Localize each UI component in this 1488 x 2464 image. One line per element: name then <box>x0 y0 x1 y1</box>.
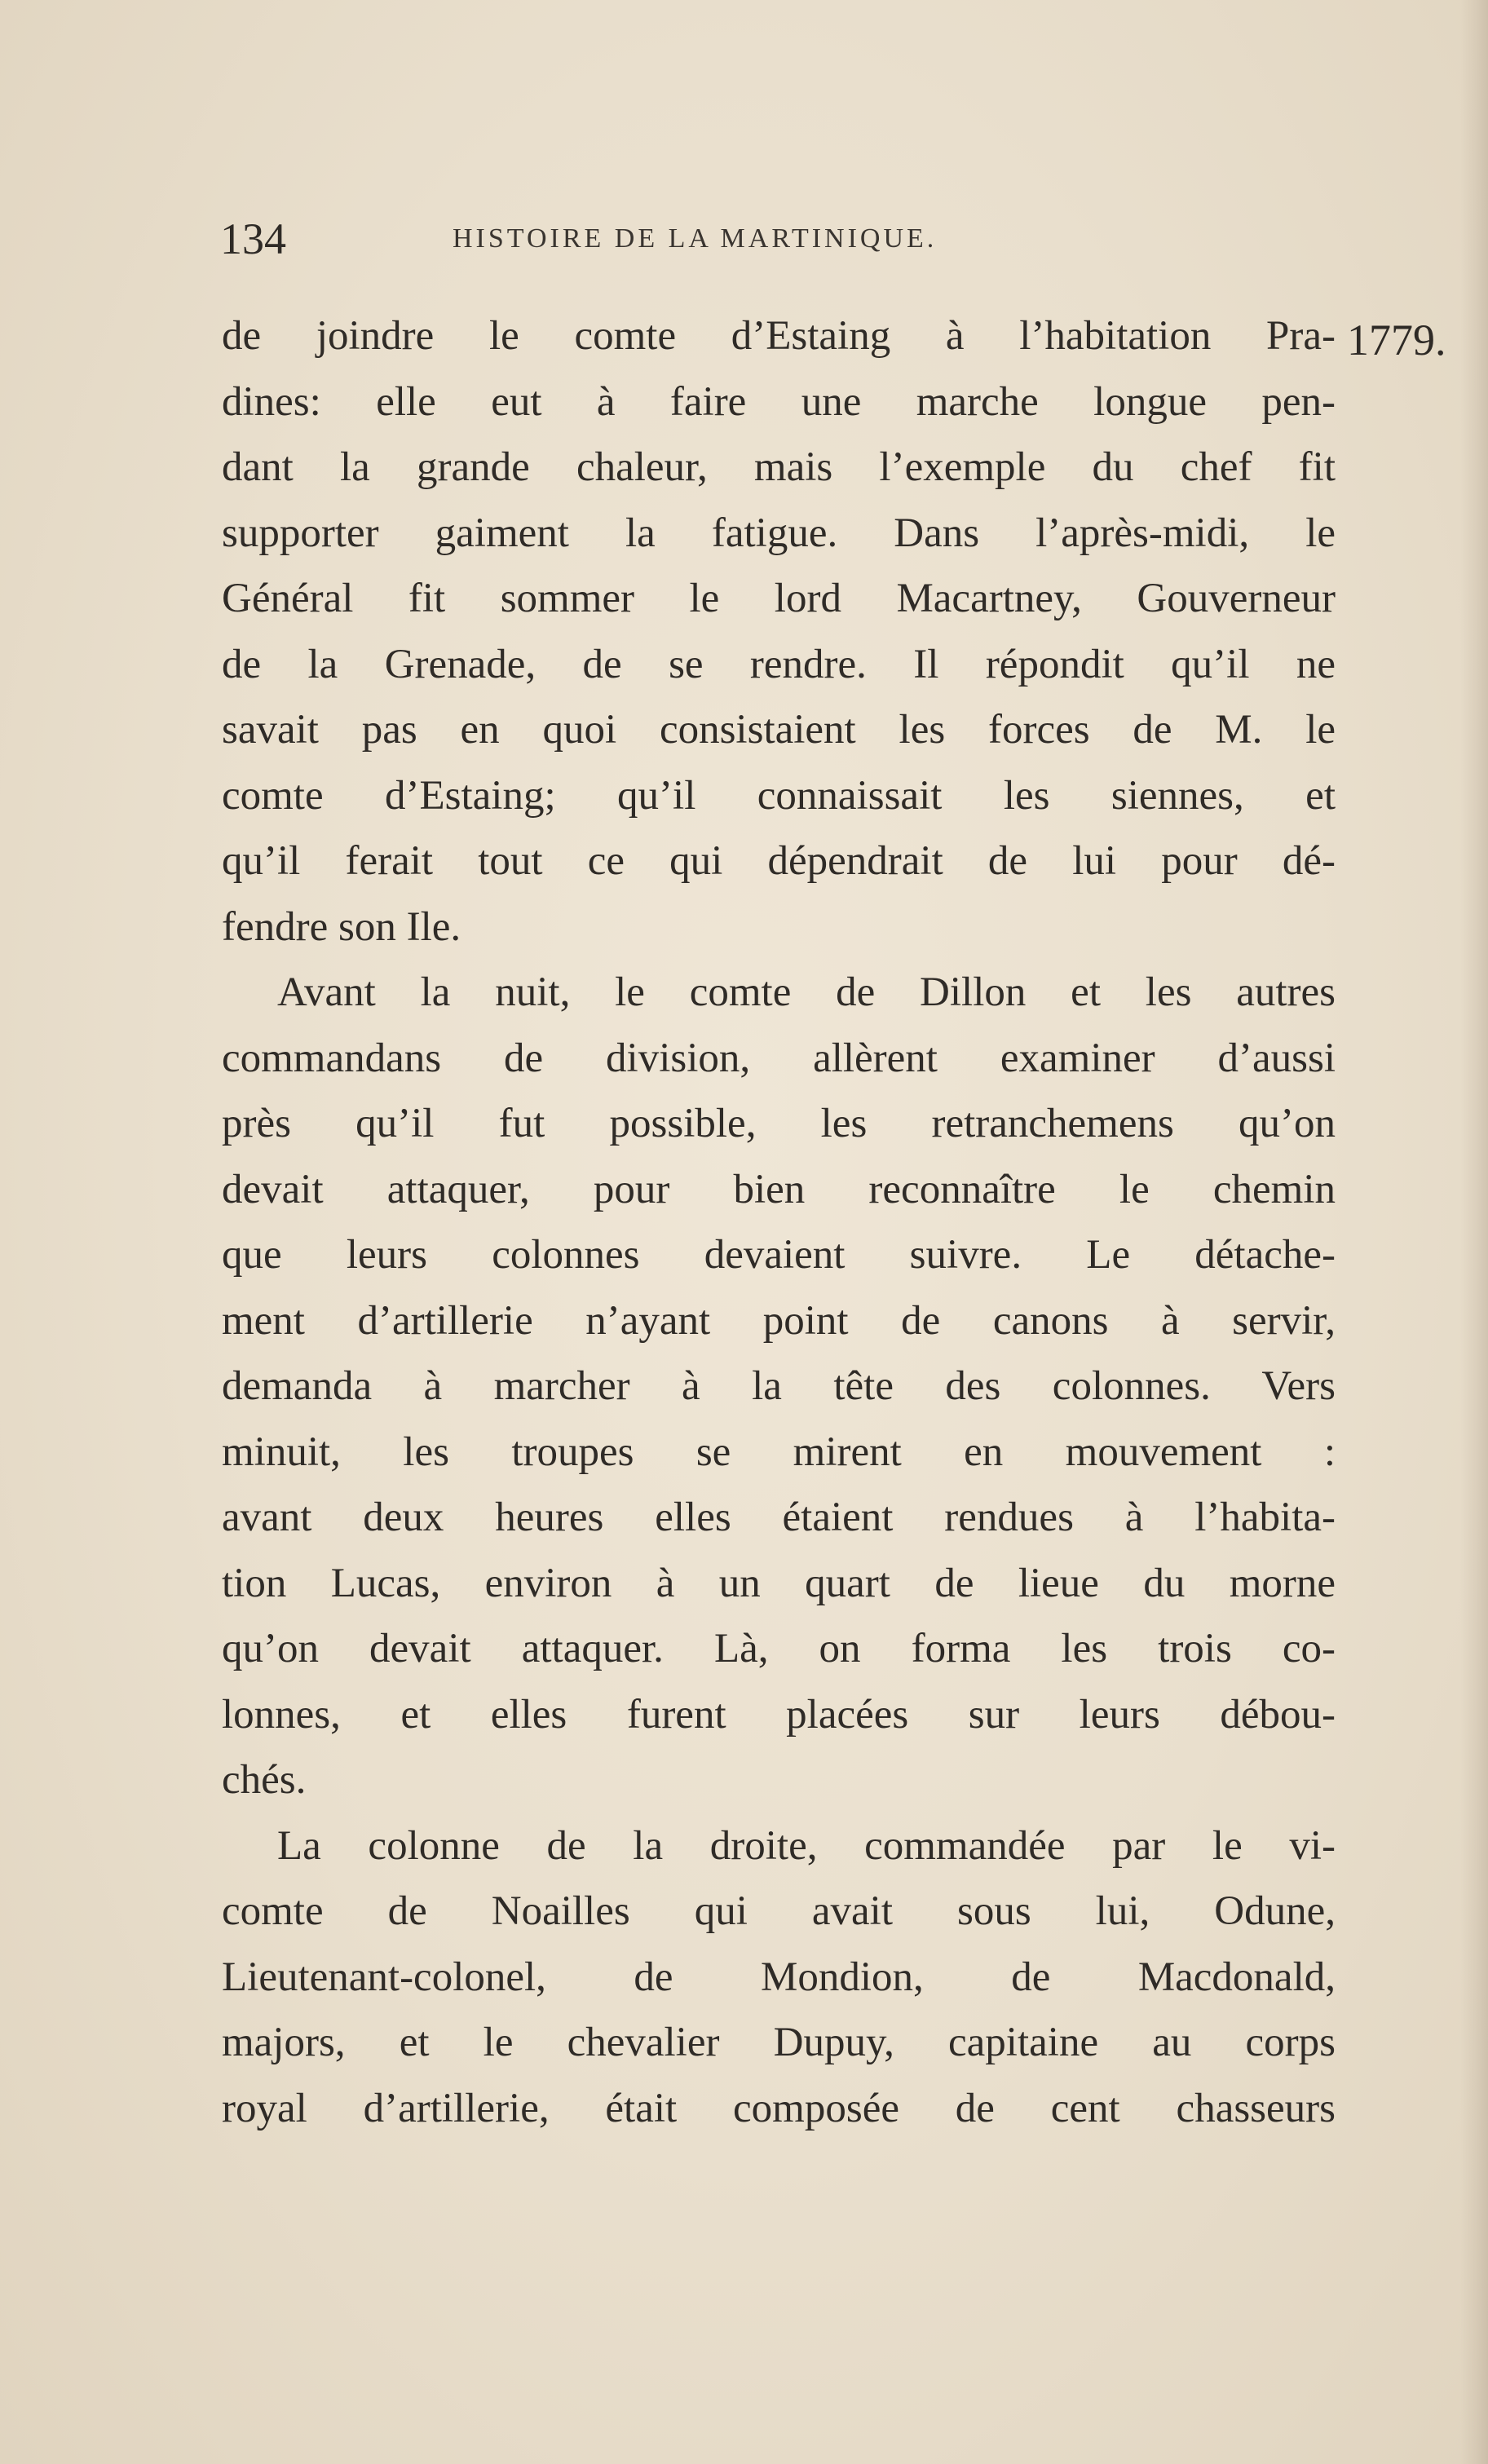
paragraph-start-line: Avant la nuit, le comte de Dillon et les autres <box>277 969 1336 1015</box>
page-edge-shadow <box>1460 0 1488 2464</box>
text-line: comte d’Estaing; qu’il connaissait les siennes, et <box>222 772 1336 819</box>
text-line: avant deux heures elles étaient rendues à l’habita- <box>222 1495 1336 1540</box>
page-number: 134 <box>220 214 286 263</box>
text-line: qu’on devait attaquer. Là, on forma les trois co- <box>222 1626 1336 1671</box>
text-line: Général fit sommer le lord Macartney, Gouverneur <box>222 576 1336 621</box>
paragraph-start-line: La colonne de la droite, commandée par le vi- <box>277 1822 1336 1869</box>
text-line: commandans de division, allèrent examiner d’aussi <box>222 1035 1336 1081</box>
text-line: près qu’il fut possible, les retranchemens qu’on <box>222 1101 1336 1146</box>
text-line: tion Lucas, environ à un quart de lieue du morne <box>222 1560 1336 1606</box>
text-line: dines: elle eut à faire une marche longue pen- <box>222 378 1336 425</box>
paragraph-end-line: chés. <box>222 1757 307 1803</box>
paragraph-end-line: fendre son Ile. <box>222 903 461 950</box>
text-line: comte de Noailles qui avait sous lui, Odune, <box>222 1888 1336 1934</box>
text-line: supporter gaiment la fatigue. Dans l’après-midi, le <box>222 510 1336 556</box>
text-line: Lieutenant-colonel, de Mondion, de Macdonald, <box>222 1954 1336 2000</box>
text-line: qu’il ferait tout ce qui dépendrait de lui pour dé- <box>222 838 1336 884</box>
text-line: dant la grande chaleur, mais l’exemple du chef fit <box>222 444 1336 490</box>
text-line: royal d’artillerie, était composée de cent chasseurs <box>222 2085 1336 2131</box>
text-line: de la Grenade, de se rendre. Il répondit qu’il ne <box>222 641 1336 687</box>
body-text <box>222 303 1336 2141</box>
text-line: lonnes, et elles furent placées sur leurs débou- <box>222 1691 1336 1738</box>
text-line: savait pas en quoi consistaient les forces de M. le <box>222 707 1336 753</box>
text-line: minuit, les troupes se mirent en mouvement : <box>222 1429 1336 1475</box>
text-line: ment d’artillerie n’ayant point de canons à servir, <box>222 1297 1336 1344</box>
text-line: que leurs colonnes devaient suivre. Le détache- <box>222 1232 1336 1278</box>
running-head: HISTOIRE DE LA MARTINIQUE. <box>453 223 938 254</box>
margin-year-note: 1779. <box>1347 316 1446 364</box>
text-line: majors, et le chevalier Dupuy, capitaine au corps <box>222 2020 1336 2065</box>
page-header <box>220 214 1345 279</box>
text-line: demanda à marcher à la tête des colonnes. Vers <box>222 1363 1336 1409</box>
text-line: de joindre le comte d’Estaing à l’habitation Pra- <box>222 313 1336 359</box>
text-line: devait attaquer, pour bien reconnaître le chemin <box>222 1166 1336 1212</box>
